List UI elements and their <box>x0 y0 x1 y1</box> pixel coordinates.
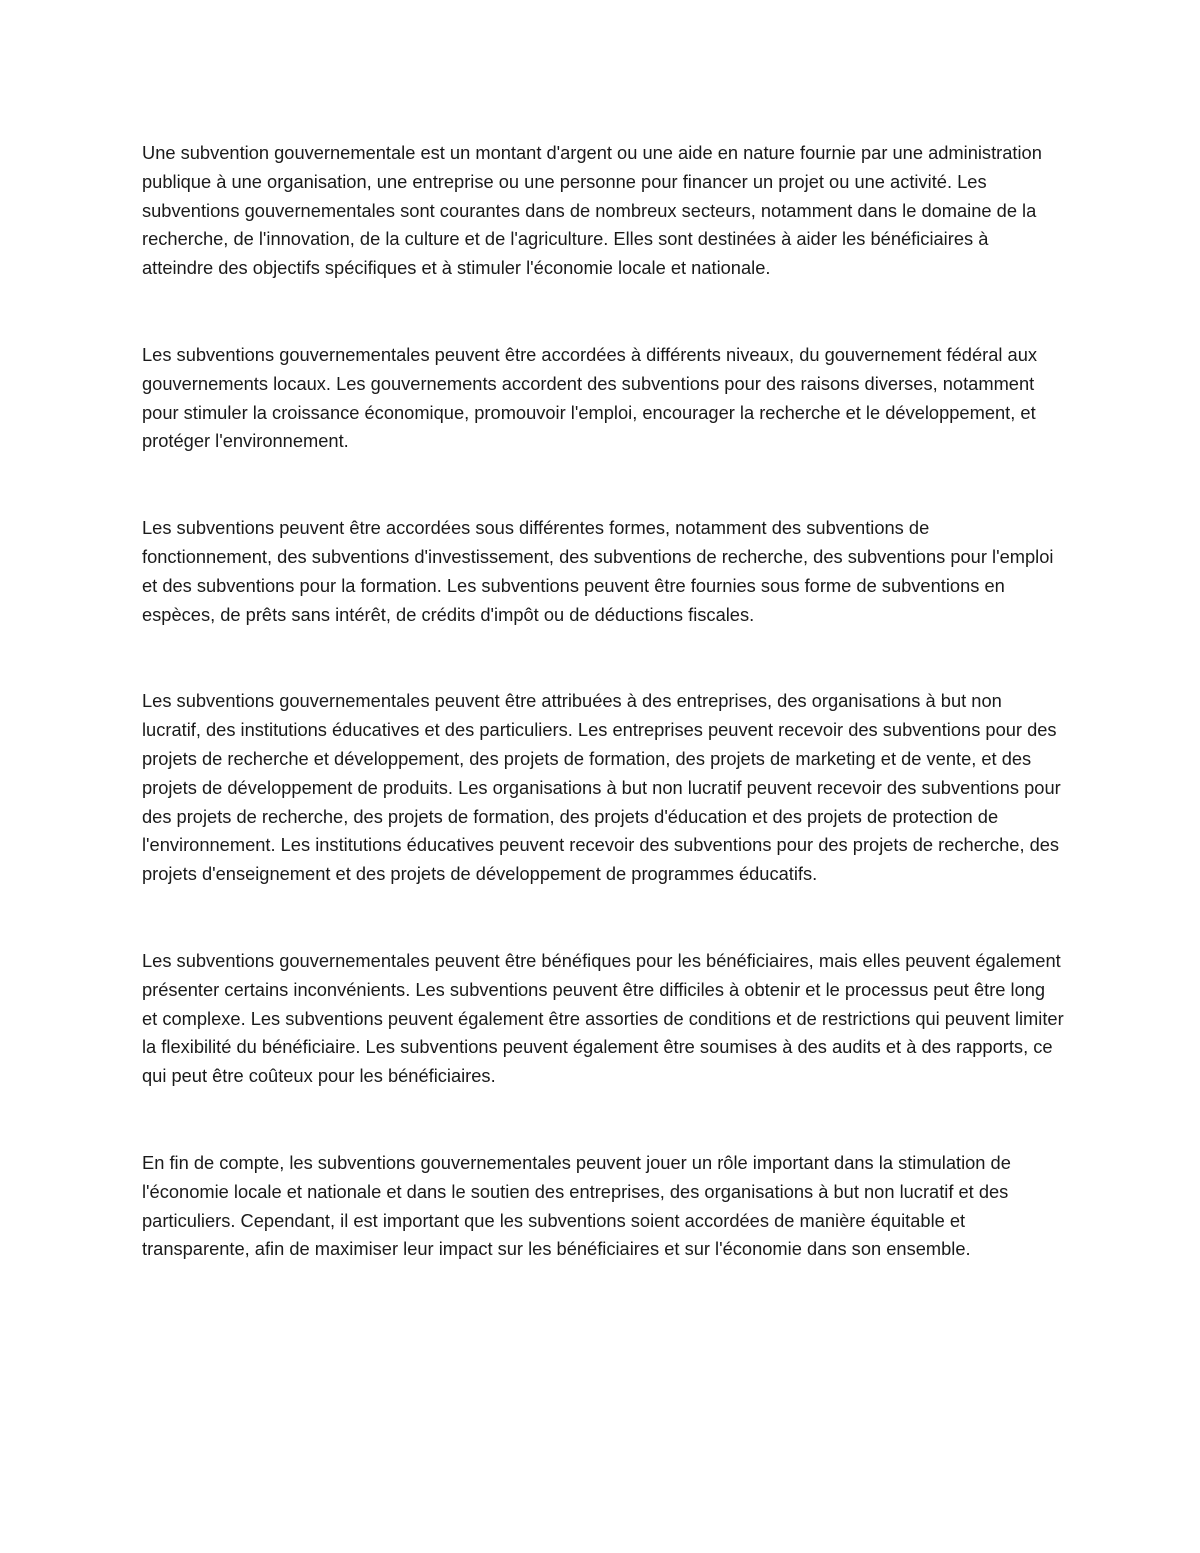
paragraph-5: Les subventions gouvernementales peuvent être bénéfiques pour les bénéficiaires, mais elles peuvent également présenter certains inconvénients. Les subventions peuvent être difficiles à obtenir et le processus peut être long et complexe. Les subventions peuvent également être assorties de conditions et de restrictions qui peuvent limiter la flexibilité du bénéficiaire. Les subventions peuvent également être soumises à des audits et à des rapports, ce qui peut être coûteux pour les bénéficiaires. <box>142 949 1064 1087</box>
paragraph-6: En fin de compte, les subventions gouvernementales peuvent jouer un rôle important dans la stimulation de l'économie locale et nationale et dans le soutien des entreprises, des organisations à but non lucratif et des particuliers. Cependant, il est important que les subventions soient accordées de manière équitable et transparente, afin de maximiser leur impact sur les bénéficiaires et sur l'économie dans son ensemble. <box>142 1151 1011 1260</box>
paragraph-1: Une subvention gouvernementale est un montant d'argent ou une aide en nature fournie par une administration publique à une organisation, une entreprise ou une personne pour financer un projet ou une activité. Les subventions gouvernementales sont courantes dans de nombreux secteurs, notamment dans le domaine de la recherche, de l'innovation, de la culture et de l'agriculture. Elles sont destinées à aider les bénéficiaires à atteindre des objectifs spécifiques et à stimuler l'économie locale et nationale. <box>142 142 1042 279</box>
paragraph-3: Les subventions peuvent être accordées sous différentes formes, notamment des subventions de fonctionnement, des subventions d'investissement, des subventions de recherche, des subventions pour l'emploi et des subventions pour la formation. Les subventions peuvent être fournies sous forme de subventions en espèces, de prêts sans intérêt, de crédits d'impôt ou de déductions fiscales. <box>142 517 1054 625</box>
document-body <box>142 139 1064 1264</box>
paragraph-2: Les subventions gouvernementales peuvent être accordées à différents niveaux, du gouvernement fédéral aux gouvernements locaux. Les gouvernements accordent des subventions pour des raisons diverses, notamment pour stimuler la croissance économique, promouvoir l'emploi, encourager la recherche et le développement, et protéger l'environnement. <box>142 343 1038 452</box>
paragraph-4: Les subventions gouvernementales peuvent être attribuées à des entreprises, des organisations à but non lucratif, des institutions éducatives et des particuliers. Les entreprises peuvent recevoir des subventions pour des projets de recherche et développement, des projets de formation, des projets de marketing et de vente, et des projets de développement de produits. Les organisations à but non lucratif peuvent recevoir des subventions pour des projets de recherche, des projets de formation, des projets d'éducation et des projets de protection de l'environnement. Les institutions éducatives peuvent recevoir des subventions pour des projets de recherche, des projets d'enseignement et des projets de développement de programmes éducatifs. <box>142 690 1061 885</box>
